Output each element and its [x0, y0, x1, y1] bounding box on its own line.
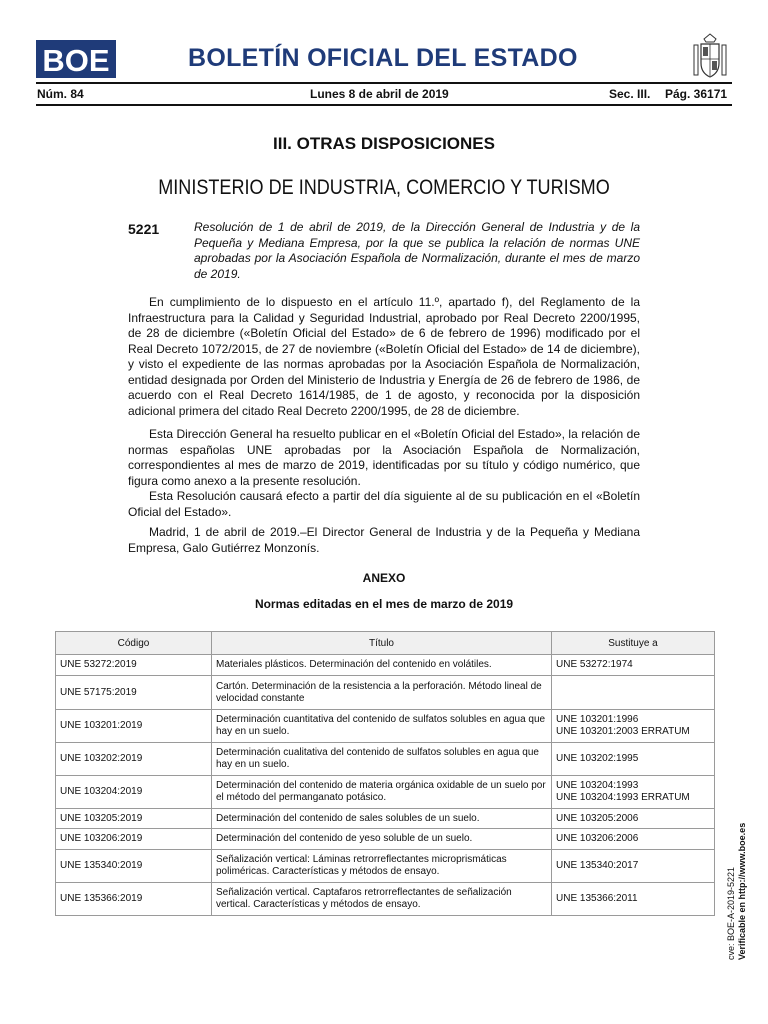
cell-replaces	[552, 676, 715, 710]
subheader-rule	[36, 104, 732, 106]
cell-title: Determinación cualitativa del contenido de sulfatos solubles en agua que hay en un suelo.	[212, 743, 552, 776]
cell-code: UNE 103201:2019	[56, 710, 212, 743]
cell-title: Materiales plásticos. Determinación del contenido en volátiles.	[212, 655, 552, 676]
cell-replaces: UNE 103204:1993 UNE 103204:1993 ERRATUM	[552, 776, 715, 809]
issue-number: Núm. 84	[37, 87, 84, 101]
signature: Madrid, 1 de abril de 2019.–El Director General de Industria y de la Pequeña y Mediana Empresa, Galo Gutiérrez Monzonís.	[128, 525, 640, 555]
cell-code: UNE 103206:2019	[56, 829, 212, 850]
page-number: Pág. 36171	[665, 87, 728, 101]
cell-title: Determinación del contenido de sales solubles de un suelo.	[212, 809, 552, 829]
cell-code: UNE 135366:2019	[56, 883, 212, 916]
cell-replaces: UNE 135366:2011	[552, 883, 715, 916]
cell-title: Cartón. Determinación de la resistencia a la perforación. Método lineal de velocidad constante	[212, 676, 552, 710]
resolution-number: 5221	[128, 221, 160, 237]
annex-subtitle: Normas editadas en el mes de marzo de 2019	[254, 597, 514, 611]
body-paragraph-3: Esta Resolución causará efecto a partir del día siguiente al de su publicación en el «Boletín Oficial del Estado».	[128, 489, 640, 519]
table-row	[56, 655, 715, 676]
table-row	[56, 676, 715, 710]
table-row	[56, 883, 715, 916]
cell-title: Determinación del contenido de materia orgánica oxidable de un suelo por el método del permanganato potásico.	[212, 776, 552, 809]
body-paragraph-1: En cumplimiento de lo dispuesto en el artículo 11.º, apartado f), del Reglamento de la Infraestructura para la Calidad y Seguridad Industrial, aprobado por Real Decreto 2200/1995, de 28 de diciembre («Boletín Oficial del Estado» de 6 de febrero de 1996) modificado por el Real Decreto 1072/2015, de 27 de noviembre («Boletín Oficial del Estado» de 14 de diciembre), y visto el expediente de las normas aprobadas por la Asociación Española de Normalización, entidad designada por Orden del Ministerio de Industria y Energía de 26 de febrero de 1986, de acuerdo con el Real Decreto 1614/1985, de 1 de agosto, y reconocida por la disposición adicional primera del citado Real Decreto 2200/1995, de 28 de diciembre.	[128, 295, 640, 418]
table-header-row	[56, 632, 715, 655]
cell-code: UNE 53272:2019	[56, 655, 212, 676]
section-label: Sec. III.	[609, 87, 651, 101]
cell-title: Determinación cuantitativa del contenido de sulfatos solubles en agua que hay en un suelo.	[212, 710, 552, 743]
table-row	[56, 850, 715, 883]
header-rule	[36, 82, 732, 84]
coat-of-arms-icon	[690, 33, 730, 81]
body-paragraph-2: Esta Dirección General ha resuelto publicar en el «Boletín Oficial del Estado», la relación de normas españolas UNE aprobadas por la Asociación Española de Normalización, correspondientes al mes de marzo de 2019, identificadas por su título y código numérico, que figura como anexo a la presente resolución.	[128, 427, 640, 488]
table-row	[56, 776, 715, 809]
cell-replaces: UNE 103201:1996 UNE 103201:2003 ERRATUM	[552, 710, 715, 743]
cell-title: Determinación del contenido de yeso soluble de un suelo.	[212, 829, 552, 850]
gazette-title: BOLETÍN OFICIAL DEL ESTADO	[188, 44, 578, 72]
section-title: III. OTRAS DISPOSICIONES	[273, 134, 495, 153]
table-row	[56, 710, 715, 743]
ministry-title: MINISTERIO DE INDUSTRIA, COMERCIO Y TURISMO	[158, 176, 610, 199]
cell-title: Señalización vertical: Láminas retrorreflectantes microprismáticas poliméricas. Características y métodos de ensayo.	[212, 850, 552, 883]
cell-code: UNE 135340:2019	[56, 850, 212, 883]
cell-replaces: UNE 103206:2006	[552, 829, 715, 850]
boe-logo	[36, 40, 116, 78]
table-row	[56, 743, 715, 776]
cell-code: UNE 103204:2019	[56, 776, 212, 809]
svg-text:BOE: BOE	[42, 43, 110, 78]
resolution-summary: Resolución de 1 de abril de 2019, de la Dirección General de Industria y de la Pequeña y Mediana Empresa, por la que se publica la relación de normas UNE aprobadas por la Asociación Española de Normalización, durante el mes de marzo de 2019.	[194, 220, 640, 281]
annex-title: ANEXO	[362, 571, 406, 585]
verification-sidebar	[726, 700, 748, 960]
cell-replaces: UNE 135340:2017	[552, 850, 715, 883]
cell-code: UNE 103205:2019	[56, 809, 212, 829]
cell-replaces: UNE 103202:1995	[552, 743, 715, 776]
table-row	[56, 809, 715, 829]
table-row	[56, 829, 715, 850]
cell-replaces: UNE 103205:2006	[552, 809, 715, 829]
header-code: Código	[56, 632, 212, 655]
norms-table	[55, 631, 715, 916]
cell-code: UNE 103202:2019	[56, 743, 212, 776]
cve-code: cve: BOE-A-2019-5221	[726, 866, 736, 960]
cell-code: UNE 57175:2019	[56, 676, 212, 710]
header-replaces: Sustituye a	[552, 632, 715, 655]
verify-link[interactable]: Verificable en http://www.boe.es	[737, 822, 747, 960]
cell-title: Señalización vertical. Captafaros retrorreflectantes de señalización vertical. Características y métodos de ensayo.	[212, 883, 552, 916]
header-title: Título	[212, 632, 552, 655]
cell-replaces: UNE 53272:1974	[552, 655, 715, 676]
issue-date: Lunes 8 de abril de 2019	[310, 87, 449, 101]
